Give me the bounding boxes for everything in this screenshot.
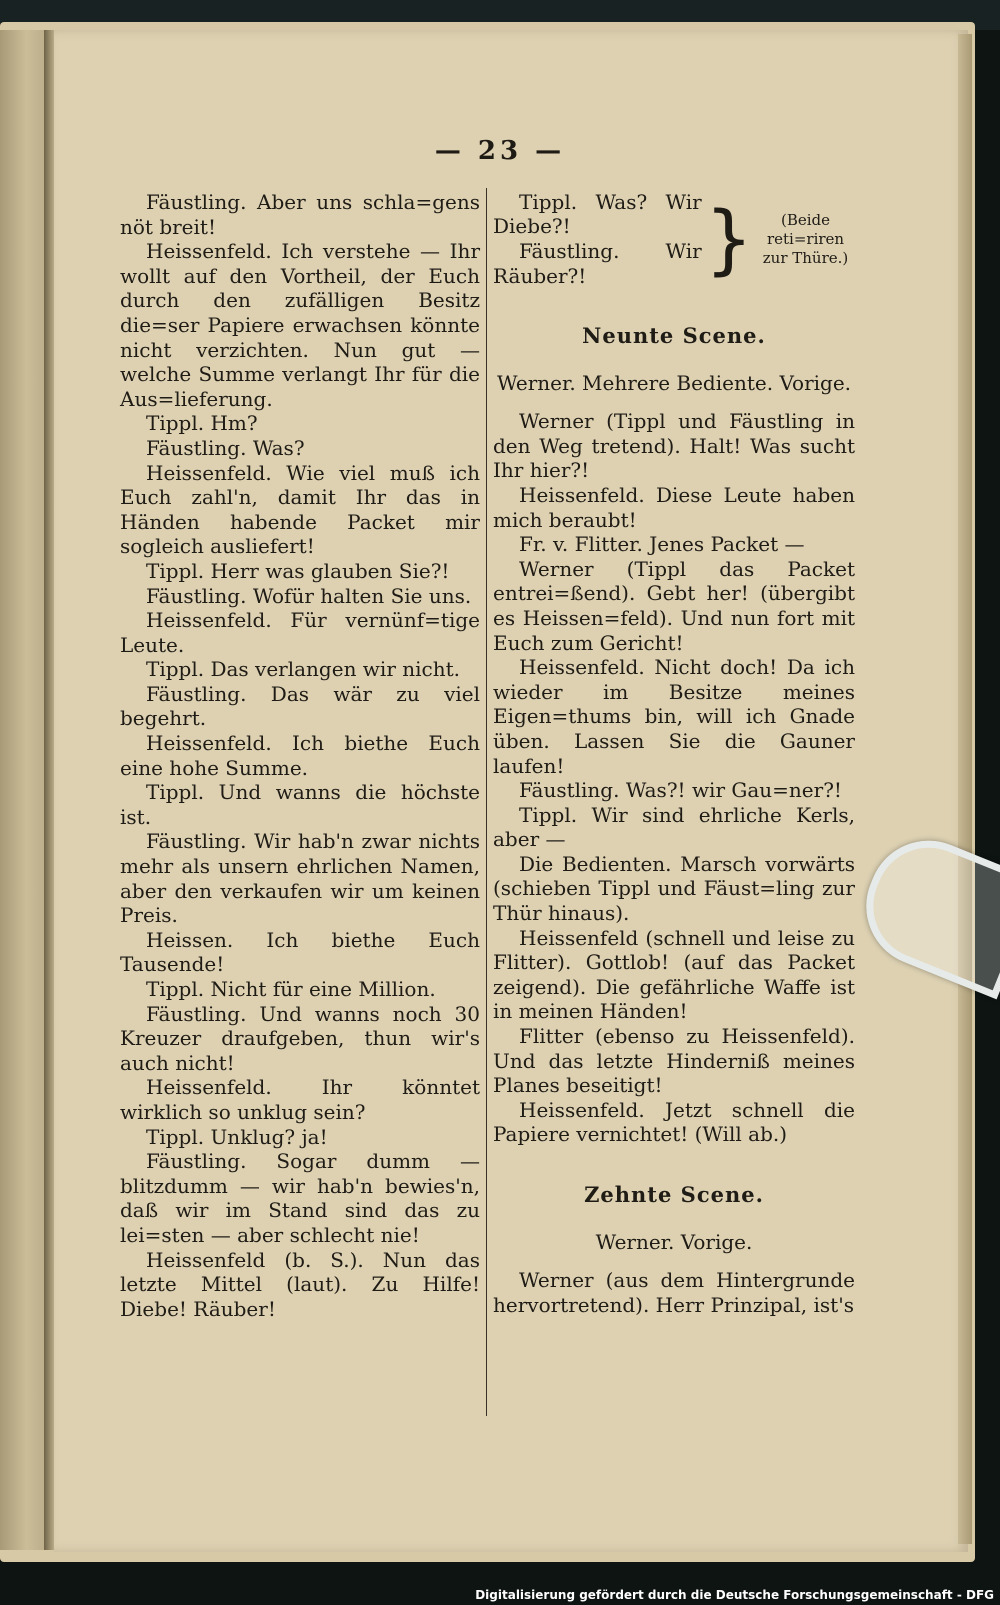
dialogue-line: Fäustling. Das wär zu viel begehrt.	[120, 681, 480, 731]
dialogue-line: Heissenfeld. Diese Leute haben mich beraubt!	[493, 482, 855, 532]
curly-brace: }	[704, 194, 754, 283]
dialogue-line: Werner (Tippl das Packet entrei=ßend). Gebt her! (übergibt es Heissen=feld). Und nun fort mit Euch zum Gericht!	[493, 556, 855, 655]
scene-cast: Werner. Vorige.	[595, 1229, 753, 1254]
dialogue-line: Fäustling. Wofür halten Sie uns.	[146, 583, 472, 608]
dialogue-line: Die Bedienten. Marsch vorwärts (schieben Tippl und Fäust=ling zur Thür hinaus).	[493, 851, 855, 926]
scene-heading: Zehnte Scene.	[584, 1182, 764, 1207]
brace-lines	[493, 190, 702, 288]
stage-direction: (Beide reti=riren zur Thüre.)	[762, 210, 849, 267]
dialogue-line: Heissenfeld (schnell und leise zu Flitter). Gottlob! (auf das Packet zeigend). Die gefährliche Waffe ist in meinen Händen!	[493, 925, 855, 1024]
left-column	[120, 190, 480, 1321]
dialogue-line: Tippl. Herr was glauben Sie?!	[146, 558, 450, 583]
gutter	[44, 30, 54, 1550]
dialogue-line: Tippl. Nicht für eine Million.	[146, 977, 436, 1001]
dialogue-line: Fr. v. Flitter. Jenes Packet —	[519, 532, 805, 557]
dialogue-line: Heissenfeld. Ich verstehe — Ihr wollt auf den Vortheil, der Euch durch den zufälligen Besitz die=ser Papiere erwachsen könnte nicht verzichten. Nun gut — welche Summe verlangt Ihr für die Aus=lieferung.	[120, 239, 480, 411]
dialogue-line: Fäustling. Was?! wir Gau=ner?!	[519, 778, 842, 803]
dialogue-line: Fäustling. Und wanns noch 30 Kreuzer draufgeben, thun wir's auch nicht!	[120, 1001, 480, 1075]
right-page-edge	[958, 34, 972, 1544]
dialogue-line: Fäustling. Aber uns schla=gens nöt breit!	[120, 190, 480, 239]
right-column	[493, 190, 855, 1317]
dialogue-line: Fäustling. Wir Räuber?!	[493, 239, 702, 288]
dialogue-line: Heissenfeld. Für vernünf=tige Leute.	[120, 608, 480, 657]
dialogue-line: Heissenfeld. Jetzt schnell die Papiere vernichtet! (Will ab.)	[493, 1097, 855, 1147]
dialogue-line: Tippl. Wir sind ehrliche Kerls, aber —	[493, 802, 855, 852]
dialogue-line: Fäustling. Was?	[146, 435, 305, 460]
dialogue-line: Heissenfeld. Ich biethe Euch eine hohe Summe.	[120, 731, 480, 780]
dialogue-line: Heissenfeld. Nicht doch! Da ich wieder im Besitze meines Eigen=thums bin, will ich Gnade üben. Lassen Sie die Gauner laufen!	[493, 655, 855, 778]
left-page-edge	[0, 30, 44, 1550]
dialogue-line: Heissen. Ich biethe Euch Tausende!	[120, 927, 480, 977]
dialogue-line: Tippl. Das verlangen wir nicht.	[146, 657, 460, 682]
dialogue-line: Tippl. Unklug? ja!	[146, 1124, 328, 1149]
column-divider	[486, 188, 487, 1416]
dialogue-line: Fäustling. Sogar dumm — blitzdumm — wir hab'n bewies'n, daß wir im Stand sind das zu lei=sten — aber schlecht nie!	[120, 1149, 480, 1247]
dialogue-line: Flitter (ebenso zu Heissenfeld). Und das letzte Hinderniß meines Planes beseitigt!	[493, 1024, 855, 1098]
page-number: — 23 —	[434, 136, 566, 166]
dialogue-line: Fäustling. Wir hab'n zwar nichts mehr als unsern ehrlichen Namen, aber den verkaufen wir um keinen Preis.	[120, 829, 480, 928]
dialogue-line: Tippl. Hm?	[146, 411, 258, 436]
dialogue-line: Heissenfeld (b. S.). Nun das letzte Mittel (laut). Zu Hilfe! Diebe! Räuber!	[120, 1247, 480, 1321]
scene-heading: Neunte Scene.	[582, 323, 766, 348]
dialogue-line: Heissenfeld. Ihr könntet wirklich so unklug sein?	[120, 1075, 480, 1124]
dialogue-line: Werner (aus dem Hintergrunde hervortretend). Herr Prinzipal, ist's	[493, 1268, 855, 1317]
dialogue-line: Tippl. Was? Wir Diebe?!	[493, 189, 702, 239]
scene-cast: Werner. Mehrere Bediente. Vorige.	[496, 370, 852, 395]
footer-credit: Digitalisierung gefördert durch die Deutsche Forschungsgemeinschaft - DFG	[475, 1588, 994, 1602]
dialogue-line: Heissenfeld. Wie viel muß ich Euch zahl'n, damit Ihr das in Händen habende Packet mir sogleich ausliefert!	[120, 460, 480, 559]
dialogue-line: Werner (Tippl und Fäustling in den Weg tretend). Halt! Was sucht Ihr hier?!	[493, 409, 855, 483]
brace-block	[493, 190, 855, 288]
dialogue-line: Tippl. Und wanns die höchste ist.	[120, 780, 480, 829]
